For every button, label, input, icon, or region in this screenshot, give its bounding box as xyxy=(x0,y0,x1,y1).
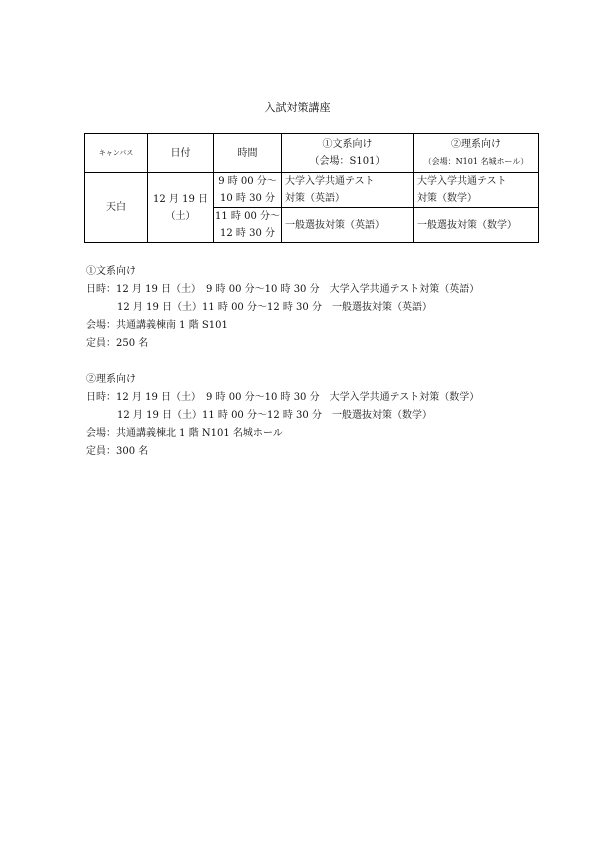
bunkei-schedule-1: 日時：12 月 19 日（土） 9 時 00 分～10 時 30 分 大学入学共通テスト対策（英語） xyxy=(86,284,480,295)
header-rikei-label: ②理系向け xyxy=(451,139,501,150)
time-end: 12 時 30 分 xyxy=(220,228,275,239)
date-cell xyxy=(148,173,214,243)
table-row xyxy=(85,173,539,208)
course-details xyxy=(86,263,546,461)
rikei-venue: 会場：共通講義棟北 1 階 N101 名城ホール xyxy=(86,428,283,439)
bunkei-venue: 会場：共通講義棟南 1 階 S101 xyxy=(86,320,228,331)
time-start: 9 時 00 分～ xyxy=(218,176,277,187)
course-name-line2: 対策（英語） xyxy=(285,193,345,204)
bunkei-capacity: 定員：250 名 xyxy=(86,338,149,349)
document-title: 入試対策講座 xyxy=(264,101,331,114)
schedule-table xyxy=(84,133,539,243)
bunkei-schedule-2: 12 月 19 日（土）11 時 00 分～12 時 30 分 一般選抜対策（英語） xyxy=(117,302,432,313)
rikei-schedule-1: 日時：12 月 19 日（土） 9 時 00 分～10 時 30 分 大学入学共通テスト対策（数学） xyxy=(86,392,480,403)
time-end: 10 時 30 分 xyxy=(220,193,275,204)
header-bunkei-label: ①文系向け xyxy=(322,139,373,150)
header-campus: キャンパス xyxy=(85,134,148,173)
date-value: 12 月 19 日 xyxy=(153,193,208,205)
time-start: 11 時 00 分～ xyxy=(215,211,280,222)
campus-cell: 天白 xyxy=(85,173,148,243)
rikei-schedule-2: 12 月 19 日（土）11 時 00 分～12 時 30 分 一般選抜対策（数学） xyxy=(117,410,432,421)
header-bunkei xyxy=(282,134,414,173)
bunkei-cell xyxy=(282,173,414,208)
date-weekday: （土） xyxy=(165,210,196,222)
time-cell xyxy=(214,173,282,208)
course-name-line1: 大学入学共通テスト xyxy=(417,176,507,187)
course-name-line1: 大学入学共通テスト xyxy=(285,176,375,187)
bunkei-cell: 一般選抜対策（英語） xyxy=(282,208,414,243)
header-rikei xyxy=(414,134,539,173)
time-cell xyxy=(214,208,282,243)
table-header-row xyxy=(85,134,539,173)
header-bunkei-venue: （会場：S101） xyxy=(309,156,386,167)
header-rikei-venue: （会場：N101 名城ホール） xyxy=(423,157,529,166)
rikei-heading: ②理系向け xyxy=(86,374,136,385)
header-date: 日付 xyxy=(148,134,214,173)
header-time: 時間 xyxy=(214,134,282,173)
rikei-capacity: 定員：300 名 xyxy=(86,446,149,457)
rikei-cell xyxy=(414,173,539,208)
rikei-cell: 一般選抜対策（数学） xyxy=(414,208,539,243)
bunkei-heading: ①文系向け xyxy=(86,266,136,277)
course-name-line2: 対策（数学） xyxy=(417,193,477,204)
section-spacer xyxy=(86,353,546,371)
